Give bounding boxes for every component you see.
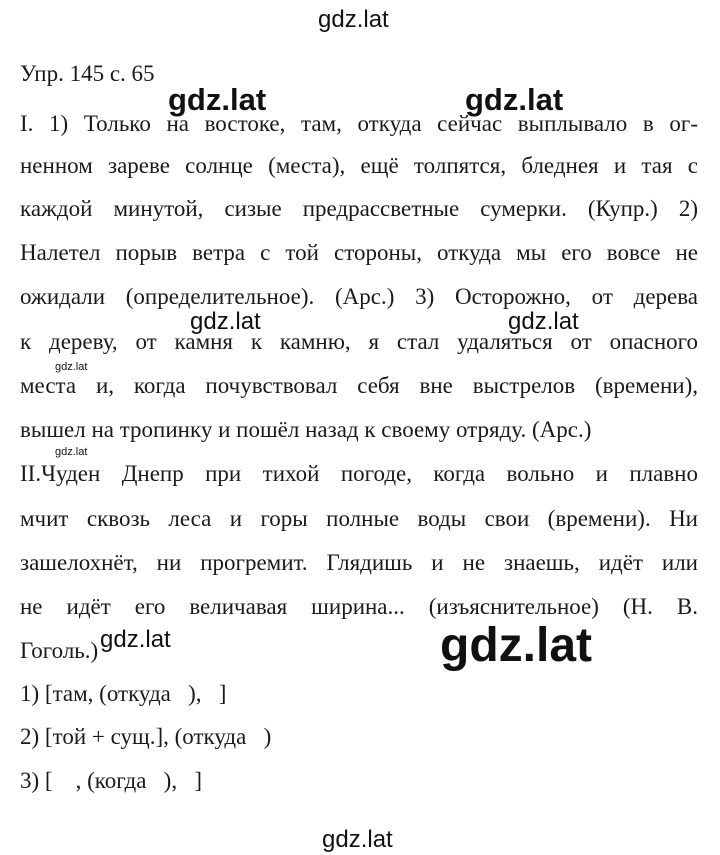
text-line-6: к дереву, от камня к камню, я стал удаляться от опасного bbox=[20, 329, 698, 354]
scheme-2: 2) [той + сущ.], (откуда ) bbox=[20, 724, 272, 749]
scheme-3: 3) [ , (когда ), ] bbox=[20, 768, 203, 793]
text-line-7: места и, когда почувствовал себя вне выстрелов (времени), bbox=[20, 373, 698, 398]
watermark-bold-2: gdz.lat bbox=[465, 82, 564, 117]
text-line-10: мчит сквозь леса и горы полные воды свои (времени). Ни bbox=[20, 506, 698, 531]
text-line-11: зашелохнёт, ни прогремит. Глядишь и не знаешь, идёт или bbox=[20, 550, 698, 575]
text-line-9: II.Чуден Днепр при тихой погоде, когда вольно и плавно bbox=[20, 461, 698, 486]
watermark-bold-1: gdz.lat bbox=[168, 82, 267, 117]
scheme-1: 1) [там, (откуда ), ] bbox=[20, 681, 227, 706]
watermark-top: gdz.lat bbox=[318, 6, 389, 33]
text-line-13: Гоголь.) bbox=[20, 638, 99, 663]
watermark-bottom: gdz.lat bbox=[322, 826, 393, 853]
watermark-mid-3: gdz.lat bbox=[100, 626, 171, 653]
text-line-2: ненном зареве солнце (места), ещё толпятся, бледнея и тая с bbox=[20, 153, 698, 178]
text-line-5: ожидали (определительное). (Арс.) 3) Осторожно, от дерева bbox=[20, 284, 698, 309]
watermark-mid-1: gdz.lat bbox=[190, 308, 261, 335]
watermark-big: gdz.lat bbox=[440, 619, 592, 672]
text-line-3: каждой минутой, сизые предрассветные сумерки. (Купр.) 2) bbox=[20, 196, 698, 221]
watermark-small-1: gdz.lat bbox=[55, 361, 88, 373]
watermark-mid-2: gdz.lat bbox=[508, 308, 579, 335]
text-line-1: I. 1) Только на востоке, там, откуда сейчас выплывало в ог- bbox=[20, 111, 698, 136]
text-line-8: вышел на тропинку и пошёл назад к своему отряду. (Арс.) bbox=[20, 417, 592, 442]
watermark-small-2: gdz.lat bbox=[55, 446, 88, 458]
text-line-12: не идёт его величавая ширина... (изъяснительное) (Н. В. bbox=[20, 594, 698, 619]
exercise-heading: Упр. 145 с. 65 bbox=[20, 61, 155, 86]
text-line-4: Налетел порыв ветра с той стороны, откуда мы его вовсе не bbox=[20, 240, 698, 265]
